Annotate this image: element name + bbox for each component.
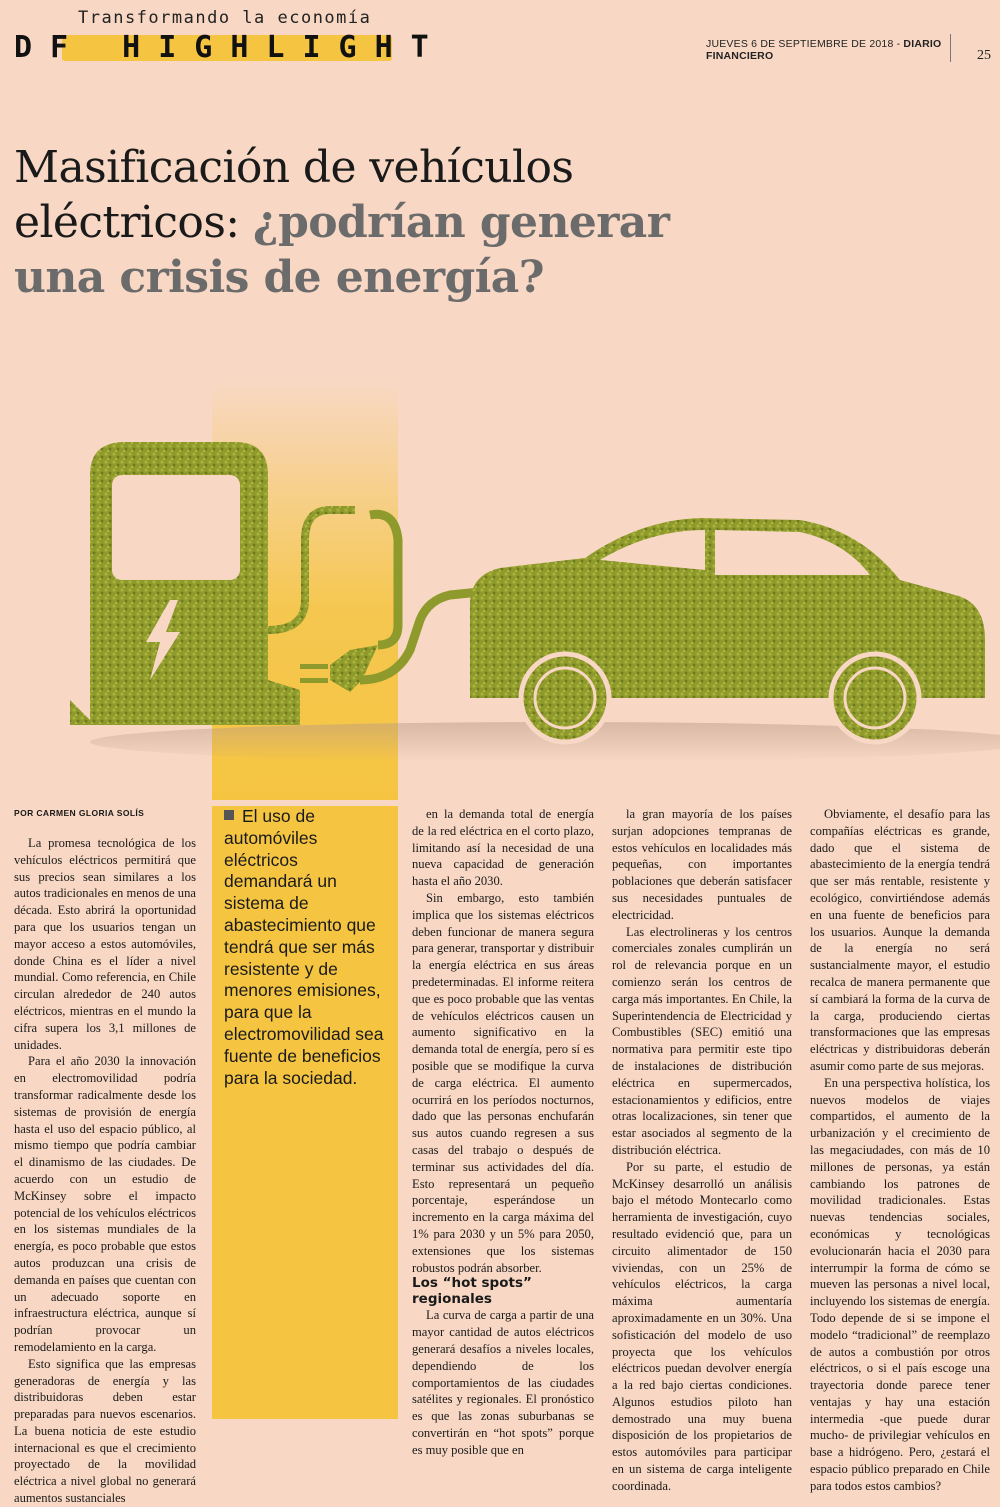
paragraph: Sin embargo, esto también implica que los sistemas eléctricos deben funcionar de manera segura para generar, transportar y distribuir la energía eléctrica en sus áreas predeterminadas. El informe reitera que es poco probable que las ventas de vehículos eléctricos causen un aumento significativo en la demanda total de energía, pero sí es posible que se modifique la curva de carga eléctrica. El aumento ocurrirá en los períodos nocturnos, dado que las personas enchufarán sus autos cuando regresen a sus casas del trabajo o después de terminar sus actividades del día. Esto representará un pequeño porcentaje, esperándose un incremento en la carga máxima del 1% para 2030 y un 5% para 2050, extensiones que los sistemas robustos podrán absorber. [412,890,594,1275]
paragraph: La promesa tecnológica de los vehículos eléctricos permitirá que sus precios sean similares a los autos tradicionales en menos de una década. Esto abrirá la oportunidad para que los usuarios tengan un mayor acceso a estos automóviles, donde China es el líder a nivel mundial. Como referencia, en Chile circulan alrededor de 240 autos eléctricos, mientras en el mundo la cifra supera los 3,1 millones de unidades. [14,836,196,1052]
masthead [0,0,1000,80]
article-column-1 [14,835,196,1507]
brand-logo: DF HIGHLIGHT [14,30,447,65]
headline-line-2-dark: eléctricos: [14,197,253,248]
headline-line-1: Masificación de vehículos [14,142,574,193]
pullquote-text: El uso de automóviles eléctricos demandará un sistema de abastecimiento que tendrá que ser más resistente y de menores emisiones, para que la electromovilidad sea fuente de beneficios para la sociedad. [224,806,384,1088]
headline-line-2-grey: ¿podrían generar [252,197,670,248]
subheading: Los “hot spots” regionales [412,1275,532,1307]
article-column-3 [412,806,594,1458]
paragraph: en la demanda total de energía de la red eléctrica en el corto plazo, limitando así la necesidad de una nueva capacidad de generación hasta el año 2030. [412,807,594,889]
ev-charging-illustration [0,380,1000,800]
issue-date: JUEVES 6 DE SEPTIEMBRE DE 2018 - [706,38,904,50]
paragraph: En una perspectiva holística, los nuevos modelos de viajes compartidos, el aumento de la urbanización y el crecimiento de las megaciudades, con más de 10 millones de personas, ya están cambiando los patrones de movilidad tradicionales. Estas nuevas tendencias sociales, económicas y tecnológicas evolucionarán hacia el 2030 para interrumpir la forma de cómo se mueven las personas a nivel local, incluyendo los sistemas de energía. Todo depende de si se impone el modelo “tradicional” de reemplazo de autos a combustión por otros eléctricos, o si el país escoge una trayectoria donde parece tener ventajas y hay una estación intermedia -que puede durar mucho- de privilegiar vehículos en base a hidrógeno. Pero, ¿estará el espacio público preparado en Chile para todos estos cambios? [810,1075,990,1493]
paragraph: Las electrolineras y los centros comerciales zonales cumplirán un rol de relevancia porque en un comienzo serán los centros de carga más importantes. En Chile, la Superintendencia de Electricidad y Combustibles (SEC) emitió una normativa para permitir este tipo de instalaciones de distribución eléctrica en supermercados, estacionamientos y edificios, entre otras localizaciones, sin tener que estar asociados al segmento de la distribución eléctrica. [612,924,792,1157]
dateline [706,38,1000,62]
paragraph: la gran mayoría de los países surjan adopciones tempranas de estos vehículos en localidades más pequeñas, con importantes poblaciones que deberán satisfacer sus necesidades puntuales de electricidad. [612,807,792,922]
paragraph: Esto significa que las empresas generadoras de energía y las distribuidoras deben estar preparadas para nuevos escenarios. La buena noticia de este estudio internacional es que el crecimiento proyectado de la movilidad eléctrica a nivel global no generará aumentos sustanciales [14,1356,196,1506]
square-bullet-icon [224,810,234,820]
electric-car-icon [470,518,985,742]
headline-line-3: una crisis de energía? [14,252,544,303]
byline: POR CARMEN GLORIA SOLÍS [14,808,145,818]
paragraph: Obviamente, el desafío para las compañías eléctricas es grande, dado que el sistema de abastecimiento de la energía tendrá que ser más rentable, resistente y ecológico, convirtiéndose además en una fuente de beneficios para los usuarios. Aunque la demanda de la energía no será sustancialmente mayor, el estudio recalca de manera permanente que sí cambiará la forma de la curva de la carga, produciendo ciertas transformaciones que las empresas eléctricas y distribuidoras deberán asumir como parte de sus mejoras. [810,807,990,1073]
article-column-5 [810,806,990,1495]
page-number: 25 [977,48,991,63]
header-divider [950,34,951,62]
article-column-4 [612,806,792,1495]
section-tag: Transformando la economía [78,8,372,28]
paragraph: Por su parte, el estudio de McKinsey desarrolló un análisis bajo el método Montecarlo como herramienta de investigación, cuyo resultado evidenció que, para un circuito alimentador de 150 viviendas, con un 25% de vehículos eléctricos, la carga máxima aumentaría aproximadamente en un 30%. Una sofisticación del modelo de uso proyecta que los vehículos eléctricos puedan devolver energía a la red bajo ciertas condiciones. Algunos estudios piloto han demostrado una muy buena disposición de los propietarios de estos automóviles para participar en un sistema de carga inteligente coordinada. [612,1159,792,1493]
paragraph: La curva de carga a partir de una mayor cantidad de autos eléctricos generará desafíos a niveles locales, dependiendo de los comportamientos de las ciudades satélites y regionales. El pronóstico es que las zonas suburbanas se convertirán en “hot spots” porque es muy posible que en [412,1308,594,1457]
article-headline [14,140,974,305]
paragraph: Para el año 2030 la innovación en electromovilidad podría transformar radicalmente desde los sistemas de provisión de energía hasta el uso del espacio público, al mismo tiempo que podría cambiar el dinamismo de las ciudades. De acuerdo con un estudio de McKinsey sobre el impacto potencial de los vehículos eléctricos en los sistemas mundiales de la energía, es poco probable que estos autos produzcan una crisis de demanda en países que cuentan con un adecuado soporte en infraestructura eléctrica, aunque sí podrían provocar un remodelamiento en la carga. [14,1054,196,1354]
pullquote [224,806,390,1089]
pullquote-panel [212,806,398,1419]
publication-name: DIARIO FINANCIERO [706,38,942,62]
